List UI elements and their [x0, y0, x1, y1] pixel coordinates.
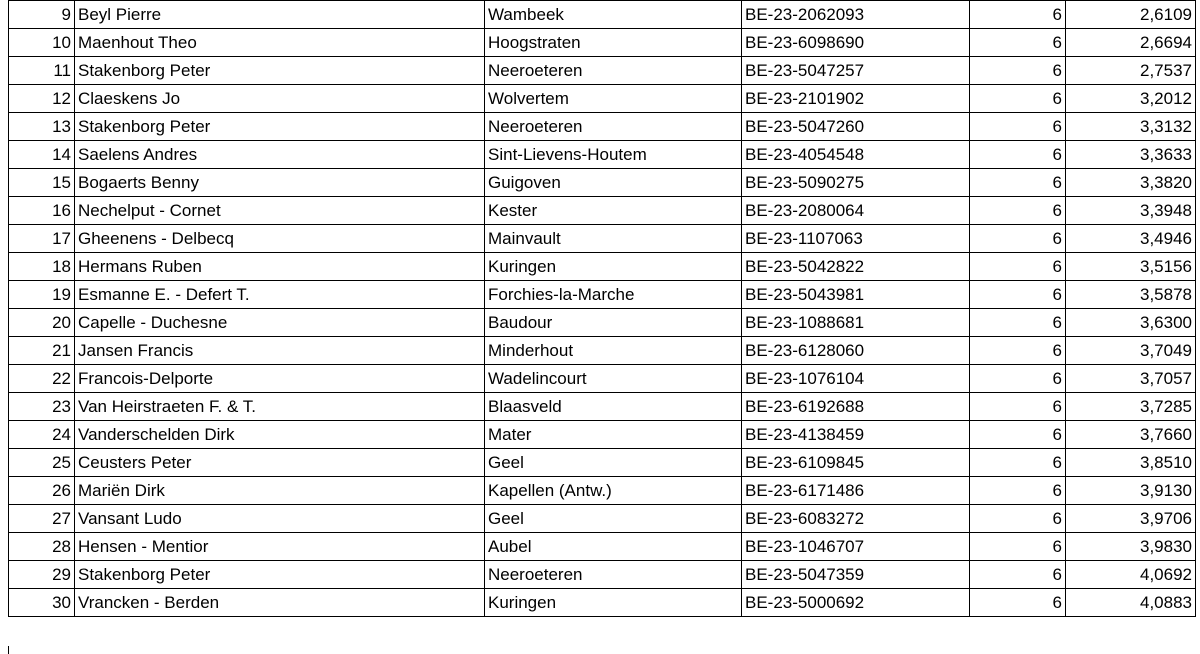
- place-cell: Blaasveld: [485, 393, 742, 421]
- rank-cell: 22: [9, 365, 75, 393]
- ring-number-cell: BE-23-6083272: [742, 505, 970, 533]
- ring-number-cell: BE-23-2062093: [742, 1, 970, 29]
- rank-cell: 20: [9, 309, 75, 337]
- rank-cell: 9: [9, 1, 75, 29]
- count-cell: 6: [970, 169, 1066, 197]
- count-cell: 6: [970, 309, 1066, 337]
- place-cell: Baudour: [485, 309, 742, 337]
- ring-number-cell: BE-23-1107063: [742, 225, 970, 253]
- value-cell: 3,9706: [1066, 505, 1196, 533]
- place-cell: Kuringen: [485, 589, 742, 617]
- ring-number-cell: BE-23-6128060: [742, 337, 970, 365]
- name-cell: Stakenborg Peter: [75, 113, 485, 141]
- count-cell: 6: [970, 1, 1066, 29]
- ring-number-cell: BE-23-5000692: [742, 589, 970, 617]
- name-cell: Hermans Ruben: [75, 253, 485, 281]
- name-cell: Gheenens - Delbecq: [75, 225, 485, 253]
- place-cell: Minderhout: [485, 337, 742, 365]
- place-cell: Guigoven: [485, 169, 742, 197]
- place-cell: Forchies-la-Marche: [485, 281, 742, 309]
- table-row: [9, 561, 1196, 589]
- table-row: [9, 85, 1196, 113]
- table-row: [9, 449, 1196, 477]
- ring-number-cell: BE-23-5047359: [742, 561, 970, 589]
- value-cell: 4,0883: [1066, 589, 1196, 617]
- count-cell: 6: [970, 113, 1066, 141]
- place-cell: Neeroeteren: [485, 57, 742, 85]
- table-row: [9, 309, 1196, 337]
- rank-cell: 25: [9, 449, 75, 477]
- table-row: [9, 253, 1196, 281]
- count-cell: 6: [970, 281, 1066, 309]
- table-row: [9, 533, 1196, 561]
- results-table: [8, 0, 1196, 617]
- rank-cell: 12: [9, 85, 75, 113]
- results-table-body: [9, 1, 1196, 617]
- rank-cell: 26: [9, 477, 75, 505]
- table-row: [9, 169, 1196, 197]
- ring-number-cell: BE-23-4138459: [742, 421, 970, 449]
- value-cell: 3,7285: [1066, 393, 1196, 421]
- rank-cell: 21: [9, 337, 75, 365]
- rank-cell: 30: [9, 589, 75, 617]
- table-row: [9, 589, 1196, 617]
- ring-number-cell: BE-23-4054548: [742, 141, 970, 169]
- name-cell: Vansant Ludo: [75, 505, 485, 533]
- value-cell: 3,4946: [1066, 225, 1196, 253]
- rank-cell: 11: [9, 57, 75, 85]
- ring-number-cell: BE-23-5042822: [742, 253, 970, 281]
- table-row: [9, 113, 1196, 141]
- value-cell: 4,0692: [1066, 561, 1196, 589]
- table-row: [9, 393, 1196, 421]
- place-cell: Mater: [485, 421, 742, 449]
- rank-cell: 29: [9, 561, 75, 589]
- name-cell: Francois-Delporte: [75, 365, 485, 393]
- place-cell: Wambeek: [485, 1, 742, 29]
- value-cell: 3,2012: [1066, 85, 1196, 113]
- name-cell: Saelens Andres: [75, 141, 485, 169]
- name-cell: Jansen Francis: [75, 337, 485, 365]
- value-cell: 2,7537: [1066, 57, 1196, 85]
- count-cell: 6: [970, 589, 1066, 617]
- value-cell: 3,7057: [1066, 365, 1196, 393]
- rank-cell: 17: [9, 225, 75, 253]
- name-cell: Vanderschelden Dirk: [75, 421, 485, 449]
- name-cell: Maenhout Theo: [75, 29, 485, 57]
- rank-cell: 28: [9, 533, 75, 561]
- rank-cell: 16: [9, 197, 75, 225]
- ring-number-cell: BE-23-1088681: [742, 309, 970, 337]
- place-cell: Neeroeteren: [485, 113, 742, 141]
- ring-number-cell: BE-23-6192688: [742, 393, 970, 421]
- table-row: [9, 505, 1196, 533]
- name-cell: Bogaerts Benny: [75, 169, 485, 197]
- count-cell: 6: [970, 253, 1066, 281]
- count-cell: 6: [970, 421, 1066, 449]
- value-cell: 3,3633: [1066, 141, 1196, 169]
- count-cell: 6: [970, 533, 1066, 561]
- place-cell: Wadelincourt: [485, 365, 742, 393]
- count-cell: 6: [970, 561, 1066, 589]
- count-cell: 6: [970, 225, 1066, 253]
- count-cell: 6: [970, 393, 1066, 421]
- name-cell: Hensen - Mentior: [75, 533, 485, 561]
- value-cell: 2,6109: [1066, 1, 1196, 29]
- rank-cell: 24: [9, 421, 75, 449]
- value-cell: 3,6300: [1066, 309, 1196, 337]
- count-cell: 6: [970, 449, 1066, 477]
- count-cell: 6: [970, 505, 1066, 533]
- ring-number-cell: BE-23-1046707: [742, 533, 970, 561]
- place-cell: Sint-Lievens-Houtem: [485, 141, 742, 169]
- ring-number-cell: BE-23-2080064: [742, 197, 970, 225]
- name-cell: Nechelput - Cornet: [75, 197, 485, 225]
- name-cell: Stakenborg Peter: [75, 561, 485, 589]
- count-cell: 6: [970, 197, 1066, 225]
- count-cell: 6: [970, 85, 1066, 113]
- place-cell: Kapellen (Antw.): [485, 477, 742, 505]
- count-cell: 6: [970, 29, 1066, 57]
- name-cell: Esmanne E. - Defert T.: [75, 281, 485, 309]
- name-cell: Stakenborg Peter: [75, 57, 485, 85]
- ring-number-cell: BE-23-6171486: [742, 477, 970, 505]
- name-cell: Capelle - Duchesne: [75, 309, 485, 337]
- count-cell: 6: [970, 477, 1066, 505]
- value-cell: 3,7660: [1066, 421, 1196, 449]
- rank-cell: 23: [9, 393, 75, 421]
- place-cell: Kuringen: [485, 253, 742, 281]
- value-cell: 3,3132: [1066, 113, 1196, 141]
- place-cell: Mainvault: [485, 225, 742, 253]
- table-row: [9, 29, 1196, 57]
- rank-cell: 27: [9, 505, 75, 533]
- rank-cell: 18: [9, 253, 75, 281]
- ring-number-cell: BE-23-2101902: [742, 85, 970, 113]
- table-row: [9, 477, 1196, 505]
- place-cell: Wolvertem: [485, 85, 742, 113]
- ring-number-cell: BE-23-5043981: [742, 281, 970, 309]
- rank-cell: 10: [9, 29, 75, 57]
- place-cell: Hoogstraten: [485, 29, 742, 57]
- table-row: [9, 365, 1196, 393]
- name-cell: Van Heirstraeten F. & T.: [75, 393, 485, 421]
- value-cell: 3,3948: [1066, 197, 1196, 225]
- rank-cell: 15: [9, 169, 75, 197]
- place-cell: Geel: [485, 449, 742, 477]
- name-cell: Ceusters Peter: [75, 449, 485, 477]
- value-cell: 2,6694: [1066, 29, 1196, 57]
- ring-number-cell: BE-23-1076104: [742, 365, 970, 393]
- count-cell: 6: [970, 365, 1066, 393]
- rank-cell: 14: [9, 141, 75, 169]
- value-cell: 3,9830: [1066, 533, 1196, 561]
- value-cell: 3,8510: [1066, 449, 1196, 477]
- ring-number-cell: BE-23-6109845: [742, 449, 970, 477]
- place-cell: Neeroeteren: [485, 561, 742, 589]
- value-cell: 3,7049: [1066, 337, 1196, 365]
- rank-cell: 13: [9, 113, 75, 141]
- name-cell: Vrancken - Berden: [75, 589, 485, 617]
- rank-cell: 19: [9, 281, 75, 309]
- name-cell: Mariën Dirk: [75, 477, 485, 505]
- count-cell: 6: [970, 57, 1066, 85]
- value-cell: 3,5878: [1066, 281, 1196, 309]
- place-cell: Kester: [485, 197, 742, 225]
- table-row: [9, 281, 1196, 309]
- name-cell: Beyl Pierre: [75, 1, 485, 29]
- value-cell: 3,3820: [1066, 169, 1196, 197]
- place-cell: Aubel: [485, 533, 742, 561]
- ring-number-cell: BE-23-6098690: [742, 29, 970, 57]
- table-row: [9, 141, 1196, 169]
- value-cell: 3,9130: [1066, 477, 1196, 505]
- ring-number-cell: BE-23-5047260: [742, 113, 970, 141]
- table-row: [9, 1, 1196, 29]
- count-cell: 6: [970, 337, 1066, 365]
- table-row: [9, 337, 1196, 365]
- count-cell: 6: [970, 141, 1066, 169]
- table-row: [9, 421, 1196, 449]
- name-cell: Claeskens Jo: [75, 85, 485, 113]
- table-row: [9, 197, 1196, 225]
- value-cell: 3,5156: [1066, 253, 1196, 281]
- table-row: [9, 57, 1196, 85]
- ring-number-cell: BE-23-5090275: [742, 169, 970, 197]
- table-row: [9, 225, 1196, 253]
- place-cell: Geel: [485, 505, 742, 533]
- table-border-continuation: [8, 646, 9, 654]
- ring-number-cell: BE-23-5047257: [742, 57, 970, 85]
